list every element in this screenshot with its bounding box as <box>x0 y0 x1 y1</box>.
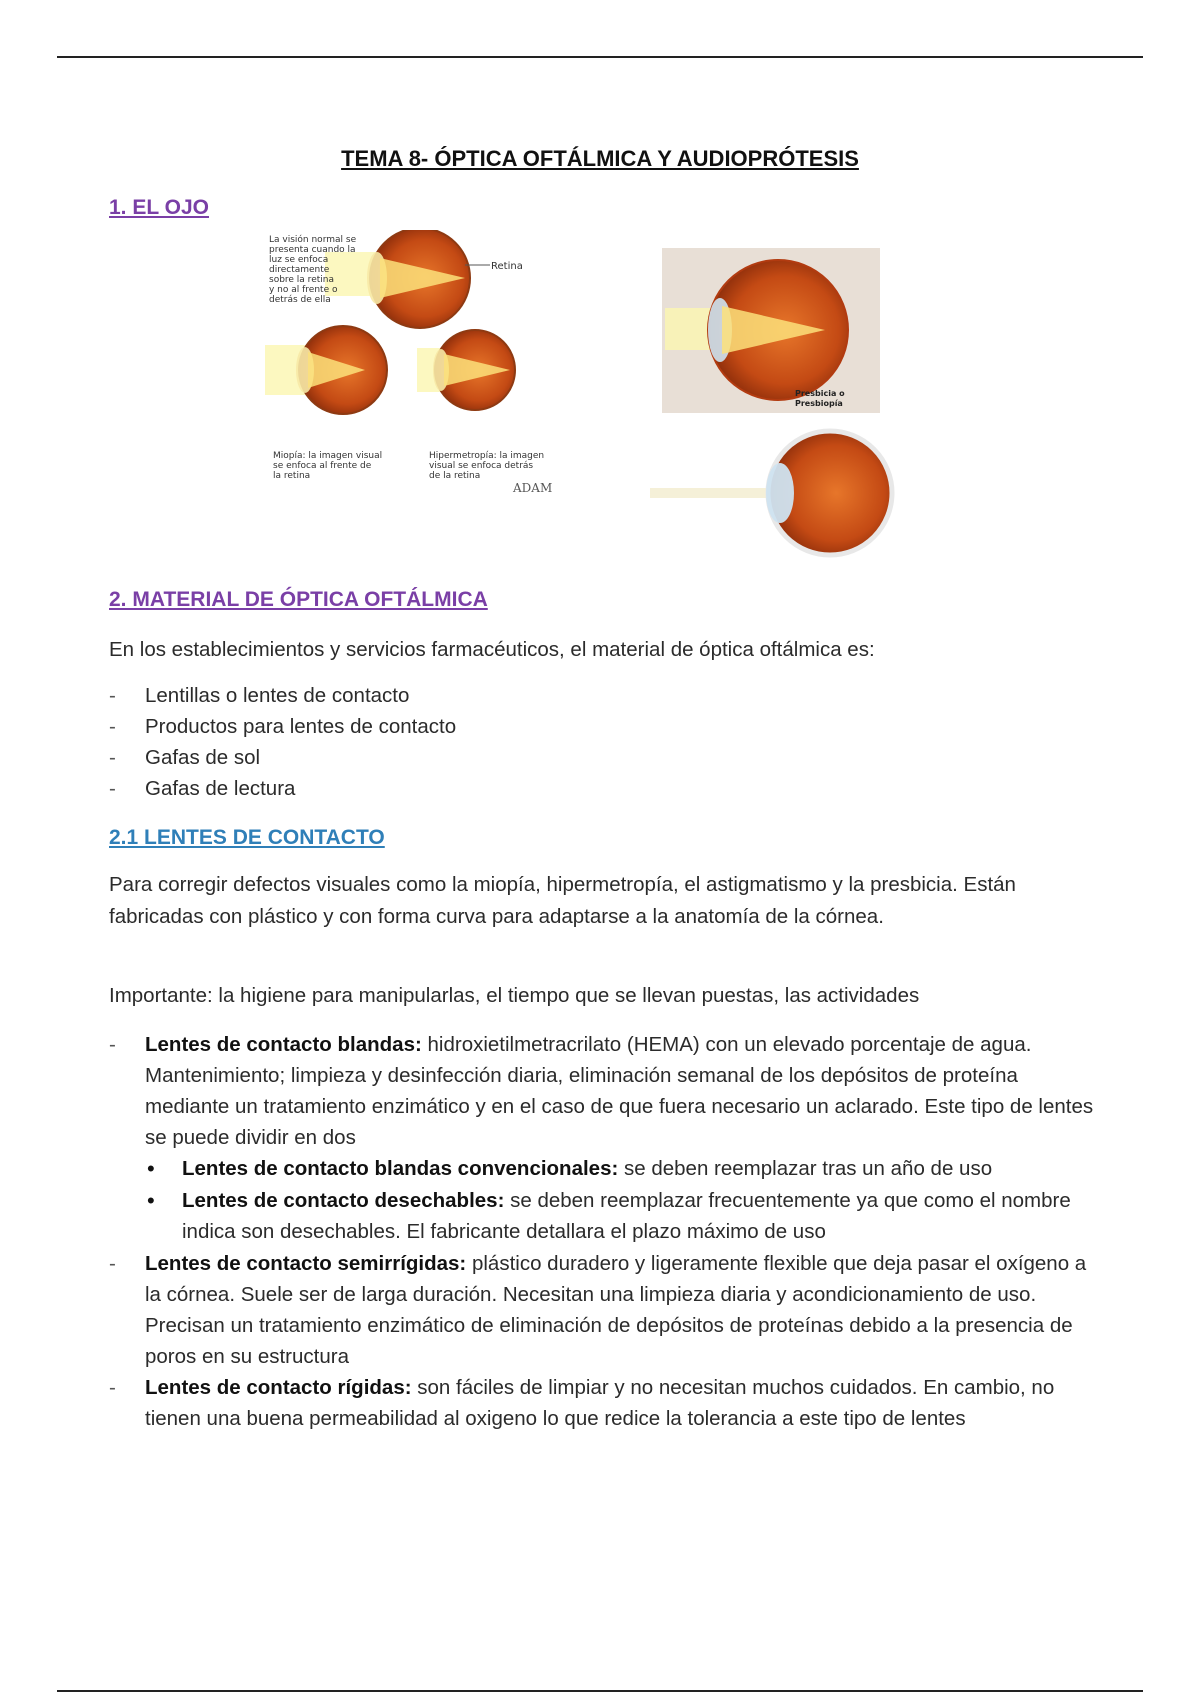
term-semirrigidas: Lentes de contacto semirrígidas: <box>145 1251 467 1275</box>
svg-text:de la retina: de la retina <box>429 471 481 481</box>
section-heading-lentes: 2.1 LENTES DE CONTACTO <box>109 826 385 849</box>
eye-anatomy-icon <box>650 431 892 555</box>
list-item: - Productos para lentes de contacto <box>109 711 1089 742</box>
list-item: - Gafas de lectura <box>109 773 1089 804</box>
svg-text:La visión normal se: La visión normal se <box>269 235 357 245</box>
svg-text:sobre la retina: sobre la retina <box>269 275 334 285</box>
svg-text:presenta cuando la: presenta cuando la <box>269 245 356 255</box>
section21-para1: Para corregir defectos visuales como la miopía, hipermetropía, el astigmatismo y la presbicia. Están fabricadas con plástico y con forma curva para adaptarse a la anatomía de la córnea. <box>109 873 1016 928</box>
section21-para2: Importante: la higiene para manipularlas, el tiempo que se llevan puestas, las actividades <box>109 984 920 1007</box>
svg-text:detrás de ella: detrás de ella <box>269 295 331 305</box>
svg-text:Hipermetropía: la imagen: Hipermetropía: la imagen <box>429 451 545 461</box>
bottom-rule <box>57 1690 1143 1692</box>
adam-credit: ADAM <box>513 481 553 495</box>
svg-text:y no al frente o: y no al frente o <box>269 285 338 295</box>
contact-lens-types <box>109 1029 1094 1434</box>
svg-text:Presbiopía: Presbiopía <box>795 399 843 408</box>
svg-text:Presbicia o: Presbicia o <box>795 389 845 398</box>
list-item: - Lentillas o lentes de contacto <box>109 680 1089 711</box>
top-rule <box>57 56 1143 58</box>
svg-text:la retina: la retina <box>273 471 311 481</box>
retina-label: Retina <box>491 261 523 272</box>
section-heading-el-ojo: 1. EL OJO <box>109 196 209 219</box>
presbyopia-figure <box>650 248 935 563</box>
svg-text:visual se enfoca detrás: visual se enfoca detrás <box>429 461 534 471</box>
section-heading-material: 2. MATERIAL DE ÓPTICA OFTÁLMICA <box>109 588 488 611</box>
material-list <box>109 680 1089 804</box>
term-rigidas: Lentes de contacto rígidas: <box>145 1375 412 1399</box>
list-item: - Gafas de sol <box>109 742 1089 773</box>
hyperopia-eye-icon <box>417 330 515 410</box>
svg-text:directamente: directamente <box>269 265 330 275</box>
list-item: • Lentes de contacto desechables: se deben reemplazar frecuentemente ya que como el nombre indica son desechables. El fabricante detallara el plazo máximo de uso <box>145 1185 1094 1248</box>
eye-refraction-figure <box>265 230 595 505</box>
page-title: TEMA 8- ÓPTICA OFTÁLMICA Y AUDIOPRÓTESIS <box>341 146 859 171</box>
list-item: - Lentes de contacto semirrígidas: plástico duradero y ligeramente flexible que deja pasar el oxígeno a la córnea. Suele ser de larga duración. Necesitan una limpieza diaria y acondicionamiento de uso. Precisan un tratamiento enzimático de eliminación de depósitos de proteínas debido a la presencia de poros en su estructura <box>109 1248 1094 1372</box>
svg-text:Miopía: la imagen visual: Miopía: la imagen visual <box>273 451 383 461</box>
myopia-eye-icon <box>265 326 387 414</box>
term-blandas: Lentes de contacto blandas: <box>145 1033 422 1056</box>
list-item: • Lentes de contacto blandas convencionales: se deben reemplazar tras un año de uso <box>145 1153 1094 1185</box>
list-item: - Lentes de contacto rígidas: son fáciles de limpiar y no necesitan muchos cuidados. En cambio, no tienen una buena permeabilidad al oxigeno lo que redice la tolerancia a este tipo de lentes <box>109 1372 1094 1434</box>
section2-intro: En los establecimientos y servicios farmacéuticos, el material de óptica oftálmica es: <box>109 638 875 661</box>
list-item: - Lentes de contacto blandas: hidroxietilmetracrilato (HEMA) con un elevado porcentaje de agua. Mantenimiento; limpieza y desinfección diaria, eliminación semanal de los depósitos de proteína mediante un tratamiento enzimático y en el caso de que fuera necesario un aclarado. Este tipo de lentes se puede dividir en dos • Lentes de contacto blandas convencionales: se deben reemplazar tras un año de uso • Lentes de contacto desechables: se deben reemplazar frecuentemente ya que como el nombre indica son desechables. El fabricante detallara el plazo máximo de uso <box>109 1029 1094 1248</box>
svg-text:se enfoca al frente de: se enfoca al frente de <box>273 461 372 471</box>
soft-lens-subtypes <box>145 1153 1094 1248</box>
svg-text:luz se enfoca: luz se enfoca <box>269 255 329 265</box>
